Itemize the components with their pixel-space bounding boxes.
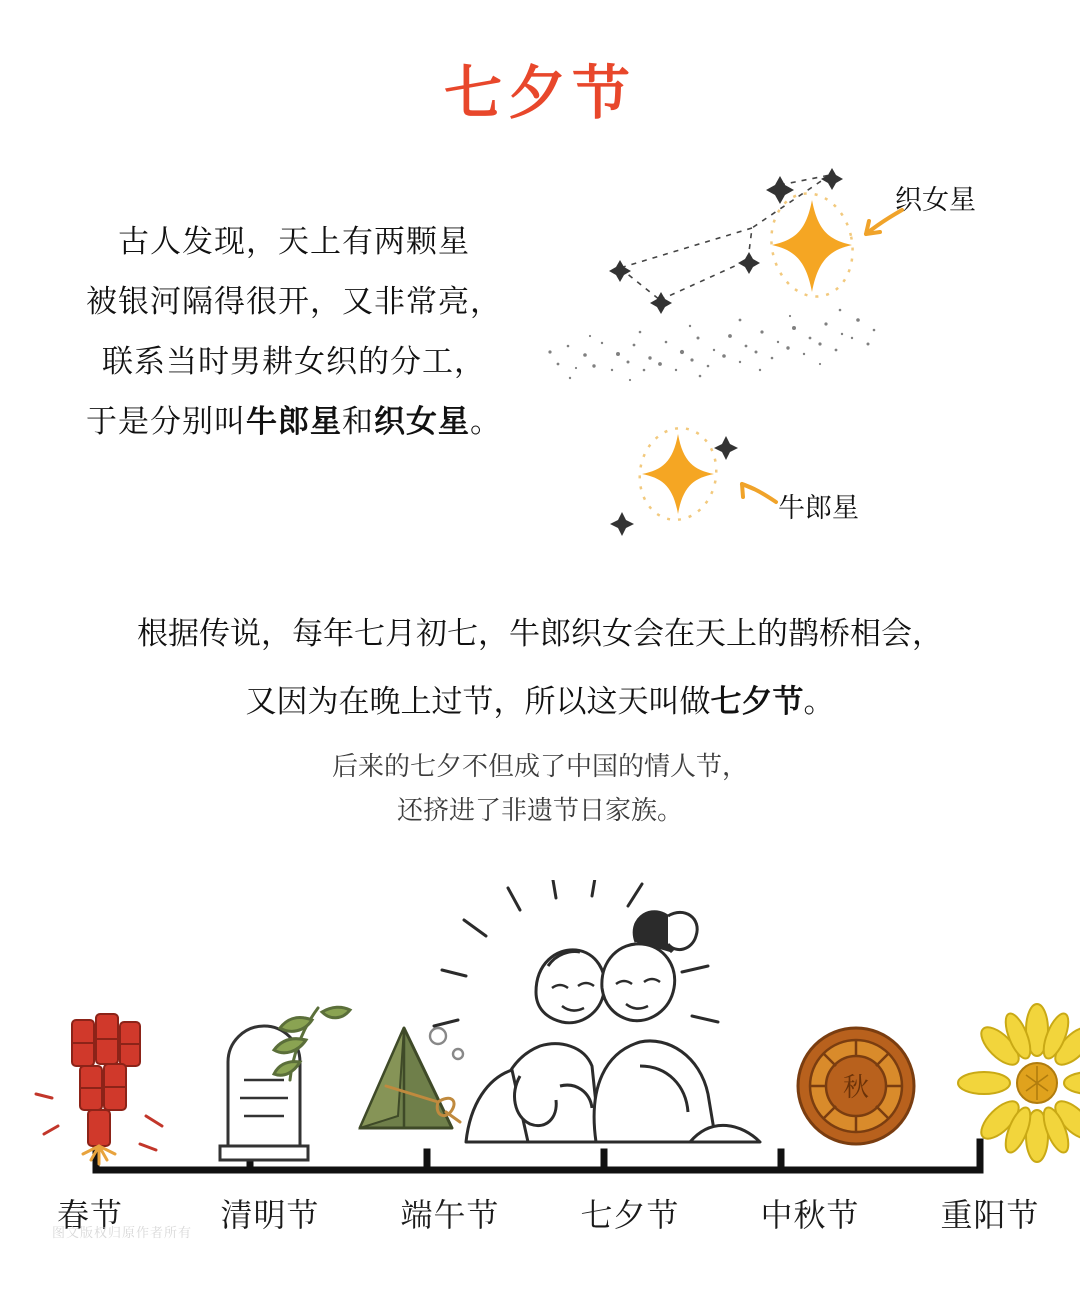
arrow-icon-2 [742, 484, 776, 502]
note-line-2: 还挤进了非遗节日家族。 [396, 796, 683, 826]
legend-line-2-suffix: 。 [803, 684, 835, 720]
intro-line-1: 古人发现，天上有两颗星 [118, 224, 470, 260]
svg-text:秋: 秋 [842, 1073, 870, 1103]
legend-line-1: 根据传说，每年七月初七，牛郎织女会在天上的鹊桥相会， [137, 616, 943, 652]
weaver-star-label: 织女星 [895, 185, 976, 216]
firecracker-icon [36, 1014, 162, 1164]
intro-line-2: 被银河隔得很开，又非常亮， [86, 284, 502, 320]
timeline-label-spring-festival: 春节 [56, 1196, 123, 1234]
intro-line-4-suffix: 。 [470, 404, 502, 440]
intro-line-4 [34, 392, 554, 452]
timeline-label-qingming: 清明节 [220, 1196, 320, 1234]
cowherd-star-emphasis: 牛郎星 [246, 404, 342, 440]
note-line-1: 后来的七夕不但成了中国的情人节， [331, 752, 748, 782]
weaver-star-emphasis: 织女星 [374, 404, 470, 440]
timeline-label-qixi: 七夕节 [580, 1196, 680, 1234]
qixi-emphasis: 七夕节 [710, 684, 804, 720]
cowherd-star-icon [610, 422, 738, 536]
page-title: 七夕节 [443, 59, 636, 127]
mooncake-icon [798, 1028, 914, 1144]
legend-paragraph [0, 600, 1080, 736]
chrysanthemum-icon [958, 1004, 1080, 1162]
zongzi-icon [360, 1028, 463, 1128]
intro-paragraph [34, 212, 554, 452]
watermark-text: 图文版权归原作者所有 [52, 1226, 193, 1241]
intro-line-4-middle: 和 [342, 404, 374, 440]
timeline-label-mid-autumn: 中秋节 [760, 1196, 860, 1234]
intro-line-4-prefix: 于是分别叫 [86, 404, 246, 440]
intro-line-3: 联系当时男耕女织的分工， [102, 344, 486, 380]
willow-branch-icon [274, 1007, 350, 1080]
weaver-star-icon [762, 186, 862, 304]
timeline-label-double-ninth: 重阳节 [940, 1196, 1040, 1234]
milky-way-icon [548, 309, 875, 381]
legend-line-2-prefix: 又因为在晚上过节，所以这天叫做 [245, 684, 711, 720]
timeline-label-dragon-boat: 端午节 [400, 1196, 500, 1234]
note-paragraph [0, 745, 1080, 833]
legend-line-2 [0, 668, 1080, 736]
cowherd-star-label: 牛郎星 [778, 493, 859, 524]
lovers-icon [434, 880, 760, 1142]
